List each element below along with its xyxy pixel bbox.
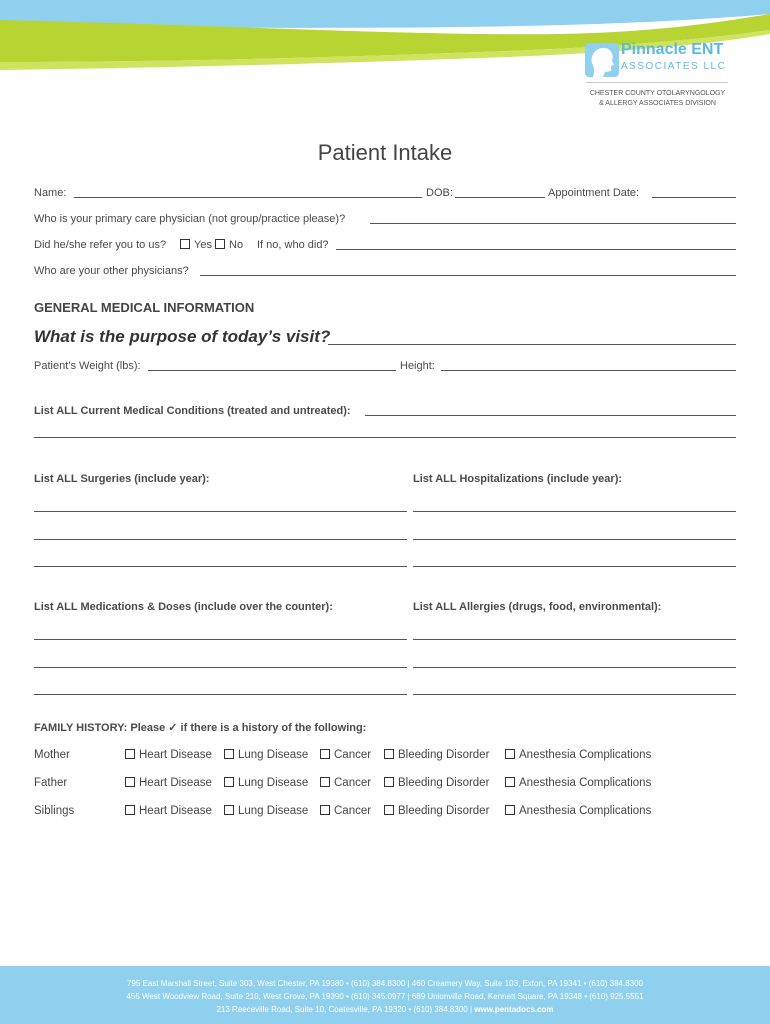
referral-yes-option[interactable] xyxy=(180,239,212,251)
footer-address-line3-text: 213 Reeceville Road, Suite 10, Coatesville, PA 19320 • (610) 384.8300 | xyxy=(216,1005,475,1014)
other-physicians-input-line[interactable] xyxy=(200,275,736,276)
heart-disease-option[interactable] xyxy=(125,805,212,817)
option-label: Bleeding Disorder xyxy=(398,749,490,761)
checkbox[interactable] xyxy=(224,749,234,759)
name-input-line[interactable] xyxy=(74,197,422,198)
footer-address-line1: 795 East Marshall Street, Suite 303, West Chester, PA 19380 • (610) 384.8300 | 460 Creamery Way, Suite 103, Exton, PA 19341 • (610) 384.8300 xyxy=(127,979,643,988)
option-label: Anesthesia Complications xyxy=(519,749,652,761)
dob-input-line[interactable] xyxy=(455,197,545,198)
primary-care-label: Who is your primary care physician (not group/practice please)? xyxy=(34,213,346,225)
checkbox[interactable] xyxy=(125,777,135,787)
checkbox[interactable] xyxy=(505,777,515,787)
checkbox[interactable] xyxy=(384,777,394,787)
family-history-heading: FAMILY HISTORY: Please ✓ if there is a history of the following: xyxy=(34,722,367,734)
visit-purpose-label: What is the purpose of today’s visit? xyxy=(34,327,331,346)
weight-label: Patient’s Weight (lbs): xyxy=(34,360,141,372)
footer-address-line3 xyxy=(0,1003,770,1016)
checkbox[interactable] xyxy=(224,805,234,815)
lung-disease-option[interactable] xyxy=(224,805,308,817)
allergies-input-line-2[interactable] xyxy=(413,667,736,668)
yes-checkbox[interactable] xyxy=(180,239,190,249)
other-physicians-label: Who are your other physicians? xyxy=(34,265,189,277)
heart-disease-option[interactable] xyxy=(125,777,212,789)
cancer-option[interactable] xyxy=(320,805,371,817)
logo-divider xyxy=(586,82,728,83)
checkbox[interactable] xyxy=(384,805,394,815)
checkbox[interactable] xyxy=(505,805,515,815)
option-label: Heart Disease xyxy=(139,749,212,761)
general-medical-heading: GENERAL MEDICAL INFORMATION xyxy=(34,300,255,315)
footer-website-link[interactable]: www.pentadocs.com xyxy=(474,1005,554,1014)
surgeries-input-line-1[interactable] xyxy=(34,511,407,512)
option-label: Cancer xyxy=(334,805,372,817)
surgeries-input-line-2[interactable] xyxy=(34,539,407,540)
option-label: Heart Disease xyxy=(139,805,212,817)
checkbox[interactable] xyxy=(320,777,330,787)
bleeding-disorder-option[interactable] xyxy=(384,805,489,817)
medications-input-line-3[interactable] xyxy=(34,694,407,695)
appointment-date-label: Appointment Date: xyxy=(548,187,640,199)
lung-disease-option[interactable] xyxy=(224,777,308,789)
option-label: Anesthesia Complications xyxy=(519,805,652,817)
yes-label: Yes xyxy=(194,239,212,251)
relation-label: Mother xyxy=(34,749,70,761)
checkbox[interactable] xyxy=(320,805,330,815)
if-no-label: If no, who did? xyxy=(257,239,329,251)
option-label: Bleeding Disorder xyxy=(398,777,490,789)
heart-disease-option[interactable] xyxy=(125,749,212,761)
footer xyxy=(0,966,770,1024)
medications-label: List ALL Medications & Doses (include over the counter): xyxy=(34,601,333,613)
referral-label: Did he/she refer you to us? xyxy=(34,239,167,251)
allergies-input-line-1[interactable] xyxy=(413,639,736,640)
option-label: Lung Disease xyxy=(238,777,309,789)
conditions-input-line-2[interactable] xyxy=(34,437,736,438)
cancer-option[interactable] xyxy=(320,777,371,789)
checkbox[interactable] xyxy=(384,749,394,759)
medications-input-line-1[interactable] xyxy=(34,639,407,640)
checkbox[interactable] xyxy=(320,749,330,759)
option-label: Cancer xyxy=(334,749,372,761)
conditions-input-line-1[interactable] xyxy=(365,415,736,416)
option-label: Lung Disease xyxy=(238,749,309,761)
primary-care-input-line[interactable] xyxy=(370,223,736,224)
hospitalizations-input-line-1[interactable] xyxy=(413,511,736,512)
anesthesia-complications-option[interactable] xyxy=(505,749,651,761)
checkbox[interactable] xyxy=(505,749,515,759)
name-label: Name: xyxy=(34,187,67,199)
no-checkbox[interactable] xyxy=(215,239,225,249)
hospitalizations-input-line-2[interactable] xyxy=(413,539,736,540)
lung-disease-option[interactable] xyxy=(224,749,308,761)
footer-address-line2: 455 West Woodview Road, Suite 210, West Grove, PA 19390 • (610) 345.0977 | 689 Unionville Road, Kennett Square, PA 19348 • (610) 925.5551 xyxy=(126,992,644,1001)
surgeries-input-line-3[interactable] xyxy=(34,566,407,567)
division-line2: & ALLERGY ASSOCIATES DIVISION xyxy=(599,100,716,107)
height-label: Height: xyxy=(400,360,435,372)
conditions-label: List ALL Current Medical Conditions (treated and untreated): xyxy=(34,405,351,417)
option-label: Anesthesia Complications xyxy=(519,777,652,789)
checkbox[interactable] xyxy=(125,749,135,759)
hospitalizations-input-line-3[interactable] xyxy=(413,566,736,567)
appointment-date-input-line[interactable] xyxy=(652,197,736,198)
division-text xyxy=(580,89,735,109)
medications-input-line-2[interactable] xyxy=(34,667,407,668)
relation-label: Siblings xyxy=(34,805,75,817)
option-label: Lung Disease xyxy=(238,805,309,817)
cancer-option[interactable] xyxy=(320,749,371,761)
logo-name: Pinnacle ENT xyxy=(621,41,724,58)
anesthesia-complications-option[interactable] xyxy=(505,805,651,817)
no-label: No xyxy=(229,239,244,251)
dob-label: DOB: xyxy=(426,187,453,199)
option-label: Heart Disease xyxy=(139,777,212,789)
bleeding-disorder-option[interactable] xyxy=(384,777,489,789)
logo-icon xyxy=(585,43,619,77)
option-label: Cancer xyxy=(334,777,372,789)
surgeries-label: List ALL Surgeries (include year): xyxy=(34,473,210,485)
checkbox[interactable] xyxy=(125,805,135,815)
weight-input-line[interactable] xyxy=(148,370,396,371)
allergies-input-line-3[interactable] xyxy=(413,694,736,695)
referral-no-option[interactable] xyxy=(215,239,243,251)
hospitalizations-label: List ALL Hospitalizations (include year): xyxy=(413,473,623,485)
page-title: Patient Intake xyxy=(317,140,453,165)
option-label: Bleeding Disorder xyxy=(398,805,490,817)
bleeding-disorder-option[interactable] xyxy=(384,749,489,761)
logo-sub: ASSOCIATES LLC xyxy=(621,61,727,72)
division-line1: CHESTER COUNTY OTOLARYNGOLOGY xyxy=(589,90,726,97)
height-input-line[interactable] xyxy=(441,370,736,371)
relation-label: Father xyxy=(34,777,68,789)
visit-purpose-input-line[interactable] xyxy=(328,344,736,345)
checkbox[interactable] xyxy=(224,777,234,787)
anesthesia-complications-option[interactable] xyxy=(505,777,651,789)
allergies-label: List ALL Allergies (drugs, food, environmental): xyxy=(413,601,662,613)
referred-by-input-line[interactable] xyxy=(336,249,736,250)
